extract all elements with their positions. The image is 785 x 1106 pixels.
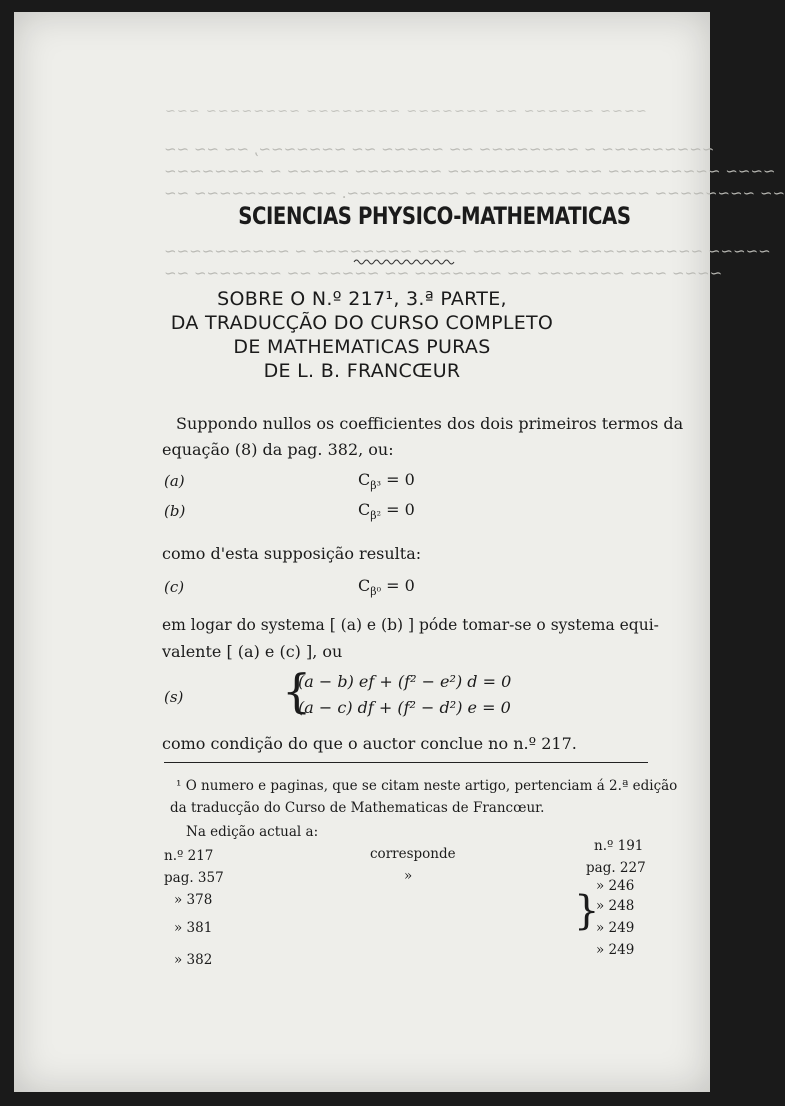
equation-s-line-2: (a − c) df + (f² − d²) e = 0 [298, 698, 511, 717]
footnote-line-1: ¹ O numero e paginas, que se citam neste artigo, pertenciam á 2.ª edição [176, 778, 678, 794]
middle-paragraph: como d'esta supposição resulta: [162, 544, 422, 563]
footnote-left-item: » 381 [174, 920, 213, 936]
system-paragraph-line-1: em logar do systema [ (a) e (b) ] póde tomar-se o systema equi- [162, 616, 659, 634]
equation-c: $C_{\beta^0} = 0$ [358, 576, 415, 598]
footnote-left-item: » 378 [174, 892, 213, 908]
intro-paragraph-line-2: equação (8) da pag. 382, ou: [162, 440, 394, 459]
left-brace: { [282, 664, 312, 718]
intro-paragraph-line-1: Suppondo nullos os coefficientes dos dois primeiros termos da [176, 414, 684, 433]
system-paragraph-line-2: valente [ (a) e (c) ], ou [162, 642, 343, 661]
wavy-rule-ornament [354, 258, 454, 266]
footnote-left-item: » 382 [174, 952, 213, 968]
footnote-left-item: n.º 217 [164, 848, 214, 864]
footnote-divider [164, 762, 648, 763]
footnote-corresponde: corresponde [370, 846, 456, 862]
footnote-line-3: Na edição actual a: [186, 824, 319, 840]
document-page: ~~~~ ~~~~~~ ~~ ~~~~~~~ ~~~~~~~~ ~~~~~~~~ ~~~ ~~~~~~~~~ ~ ~~~~~~~~ ~~ ~~~~~ ~~ ~~~~~~~, ~~ ~~ ~~ ~~~~ ~~~~~~~~~ ~~~ ~~~~~~~~~ ~~~~~~~ ~~~~~ ~ ~~~~~~~~ ~~ ~~~~~~~~ ~~~~~ ~~~~~~~~ ~ ~~~~~~~~~. ~~ ~~~~~~~~~ ~~ ~~~~~ ~~~~~~~~~~ ~~~~~~~~ ~~~~ ~~~~~~~~ ~ ~~~~~~~~~~ ~~~~ ~~~ ~~~~~~~ ~~ ~~~~~~~ ~~ ~~~~~ ~~ ~~~~~~~ ~~ SCIENCIAS PHYSICO-MATHEMATICAS SOBRE O N.º 217¹, 3.ª PARTE, DA TRADUCÇÃO DO CURSO COMPLETO DE MATHEMATICAS PURAS DE L. B. FRANCŒUR Suppondo nullos os coefficientes dos dois primeiros termos da equação (8) da pag. 382, ou: (a) $C_{\beta^3} = 0$ (b) $C_{\beta^2} = 0$ como d'esta supposição resulta: (c) $C_{\beta^0} = 0$ em logar do systema [ (a) e (b) ] póde tomar-se o systema equi- valente [ (a) e (c) ], ou (s) { (a − b) ef + (f² − e²) d = 0 (a − c) df + (f² − d²) e = 0 como condição do que o auctor conclue no n.º 217. ¹ O numero e paginas, que se citam neste artigo, pertenciam á 2.ª edição da traducção do Curso de Mathematicas de Francœur. Na edição actual a: n.º 217 pag. 357 » 378 » 381 » 382 corresponde » n.º 191 pag. 227 » 246 » 248 » 249 » 249 } [14, 12, 710, 1092]
footnote-brace: } [574, 888, 600, 934]
equation-a-label: (a) [164, 472, 185, 490]
equation-s-line-1: (a − b) ef + (f² − e²) d = 0 [298, 672, 512, 691]
conclusion-paragraph: como condição do que o auctor conclue no n.º 217. [162, 734, 577, 753]
section-title: SCIENCIAS PHYSICO-MATHEMATICAS [238, 202, 631, 230]
equation-c-label: (c) [164, 578, 185, 596]
footnote-right-item: » 249 [596, 920, 635, 936]
footnote-right-item: pag. 227 [586, 860, 646, 876]
article-heading-line-1: SOBRE O N.º 217¹, 3.ª PARTE, [217, 288, 507, 310]
article-heading-line-3: DE MATHEMATICAS PURAS [233, 336, 491, 358]
equation-b-label: (b) [164, 502, 186, 520]
footnote-line-2: da traducção do Curso de Mathematicas de Francœur. [170, 800, 545, 816]
footnote-right-item: » 249 [596, 942, 635, 958]
footnote-right-item: » 246 [596, 878, 635, 894]
footnote-right-item: » 248 [596, 898, 635, 914]
equation-s-label: (s) [164, 688, 184, 706]
equation-b: $C_{\beta^2} = 0$ [358, 500, 415, 522]
article-heading-line-4: DE L. B. FRANCŒUR [263, 360, 461, 382]
footnote-ditto-mark: » [404, 868, 413, 884]
equation-a: $C_{\beta^3} = 0$ [358, 470, 415, 492]
footnote-right-item: n.º 191 [594, 838, 644, 854]
footnote-left-item: pag. 357 [164, 870, 224, 886]
article-heading-line-2: DA TRADUCÇÃO DO CURSO COMPLETO [170, 312, 554, 334]
